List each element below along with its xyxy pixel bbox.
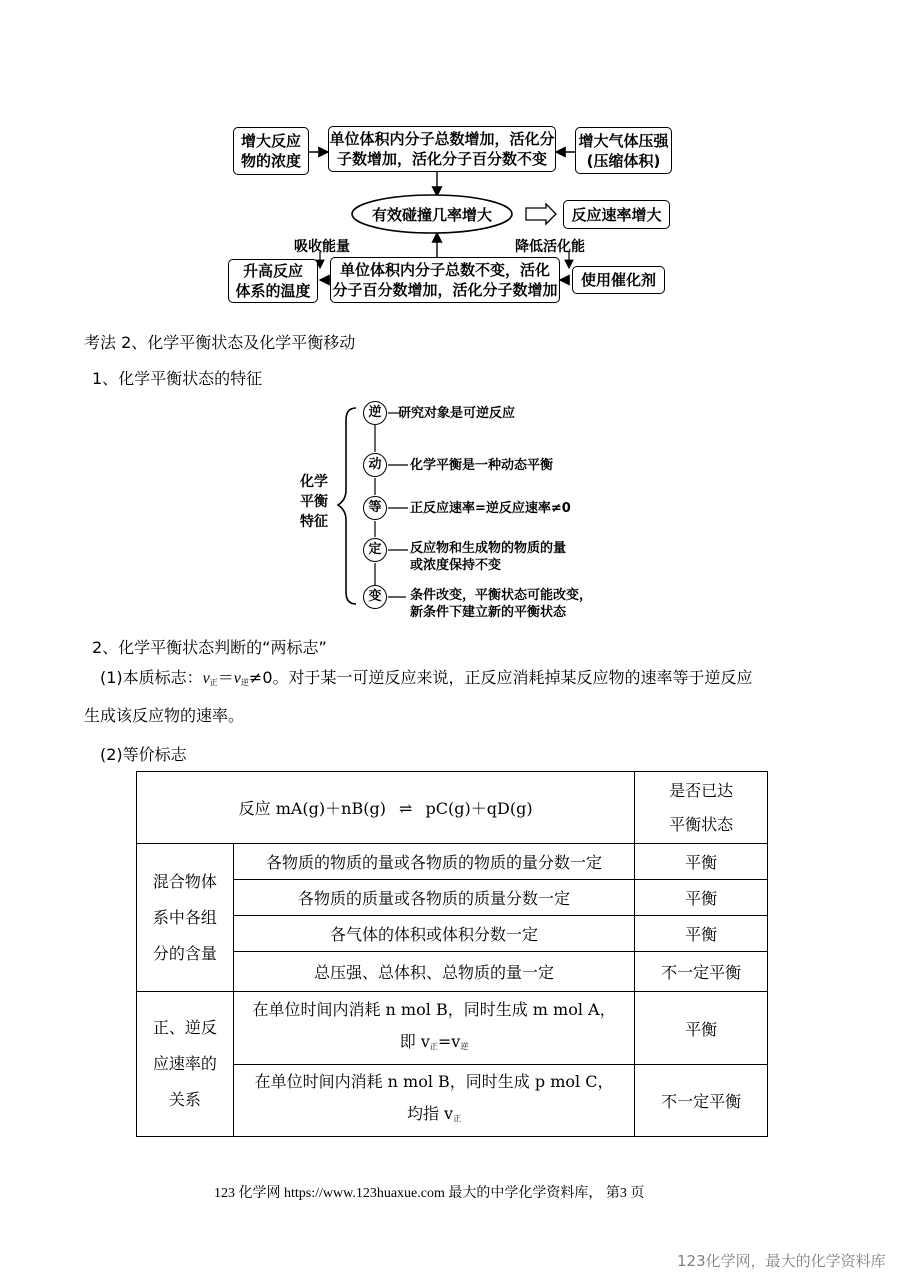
use-catalyst-box: 使用催化剂 xyxy=(572,266,665,294)
section2-heading: 考法 2、化学平衡状态及化学平衡移动 xyxy=(84,333,356,352)
group-rate-cell: 正、逆反 应速率的 关系 xyxy=(137,992,234,1137)
sub2-heading: 2、化学平衡状态判断的“两标志” xyxy=(92,638,327,657)
header-status-cell: 是否已达 平衡状态 xyxy=(635,772,768,844)
feature-circle-reverse: 逆 xyxy=(363,401,387,425)
status-cell: 不一定平衡 xyxy=(635,1065,768,1137)
molecules-increase-box: 单位体积内分子总数增加，活化分 子数增加，活化分子百分数不变 xyxy=(328,126,556,172)
feature-circle-equal: 等 xyxy=(363,496,387,520)
page-footer: 123 化学网 https://www.123huaxue.com 最大的中学化学资料库， 第3 页 xyxy=(214,1186,645,1201)
lower-activation-label: 降低活化能 xyxy=(515,239,585,255)
feature-text-fixed: 反应物和生成物的物质的量 或浓度保持不变 xyxy=(410,541,567,573)
feature-circle-change: 变 xyxy=(363,585,387,609)
essence-sign-line2: 生成该反应物的速率。 xyxy=(84,706,245,725)
group-content-cell: 混合物体 系中各组 分的含量 xyxy=(137,844,234,992)
table-row xyxy=(137,844,768,880)
table-header-row xyxy=(137,772,768,844)
status-cell: 平衡 xyxy=(635,916,768,952)
essence-sign-line1: (1)本质标志：$v_正=v_逆\ne 0$。对于某一可逆反应来说，正反应消耗掉某反应物的速率等于逆反应 xyxy=(100,668,753,687)
feature-circle-dynamic: 动 xyxy=(363,453,387,477)
effective-collision-label: 有效碰撞几率增大 xyxy=(372,206,493,224)
sub1-heading: 1、化学平衡状态的特征 xyxy=(92,369,263,388)
table-row xyxy=(137,992,768,1065)
status-cell: 不一定平衡 xyxy=(635,952,768,992)
status-cell: 平衡 xyxy=(635,844,768,880)
feature-text-reverse: 研究对象是可逆反应 xyxy=(398,406,516,421)
increase-concentration-box: 增大反应 物的浓度 xyxy=(233,127,309,175)
absorb-energy-label: 吸收能量 xyxy=(294,239,350,255)
feature-text-equal: 正反应速率=逆反应速率≠0 xyxy=(410,501,571,516)
header-reaction-cell: 反应 mA(g)＋nB(g) ⇌ pC(g)＋qD(g) xyxy=(137,772,635,844)
feature-circle-fixed: 定 xyxy=(363,538,387,562)
condition-cell: 在单位时间内消耗 n mol B，同时生成 m mol A， 即 $v_正=v_逆$ xyxy=(233,992,634,1065)
condition-cell: 在单位时间内消耗 n mol B，同时生成 p mol C， 均指 $v_正$ xyxy=(233,1065,634,1137)
equivalent-sign-heading: (2)等价标志 xyxy=(100,745,187,764)
raise-temperature-box: 升高反应 体系的温度 xyxy=(228,259,318,303)
feature-text-dynamic: 化学平衡是一种动态平衡 xyxy=(410,458,554,473)
watermark: 123化学网，最大的化学资料库 xyxy=(677,1252,886,1270)
features-side-label: 化学 平衡 特征 xyxy=(300,474,328,530)
condition-cell: 各物质的物质的量或各物质的物质的量分数一定 xyxy=(233,844,634,880)
features-lines xyxy=(0,0,902,620)
rate-increase-box: 反应速率增大 xyxy=(563,200,670,229)
condition-cell: 各物质的质量或各物质的质量分数一定 xyxy=(233,880,634,916)
status-cell: 平衡 xyxy=(635,880,768,916)
molecules-constant-box: 单位体积内分子总数不变，活化 分子百分数增加，活化分子数增加 xyxy=(330,257,560,303)
status-cell: 平衡 xyxy=(635,992,768,1065)
feature-text-change: 条件改变，平衡状态可能改变， 新条件下建立新的平衡状态 xyxy=(410,588,593,620)
equilibrium-judgement-table xyxy=(136,771,768,1137)
condition-cell: 总压强、总体积、总物质的量一定 xyxy=(233,952,634,992)
increase-pressure-box: 增大气体压强 (压缩体积) xyxy=(575,127,672,174)
condition-cell: 各气体的体积或体积分数一定 xyxy=(233,916,634,952)
